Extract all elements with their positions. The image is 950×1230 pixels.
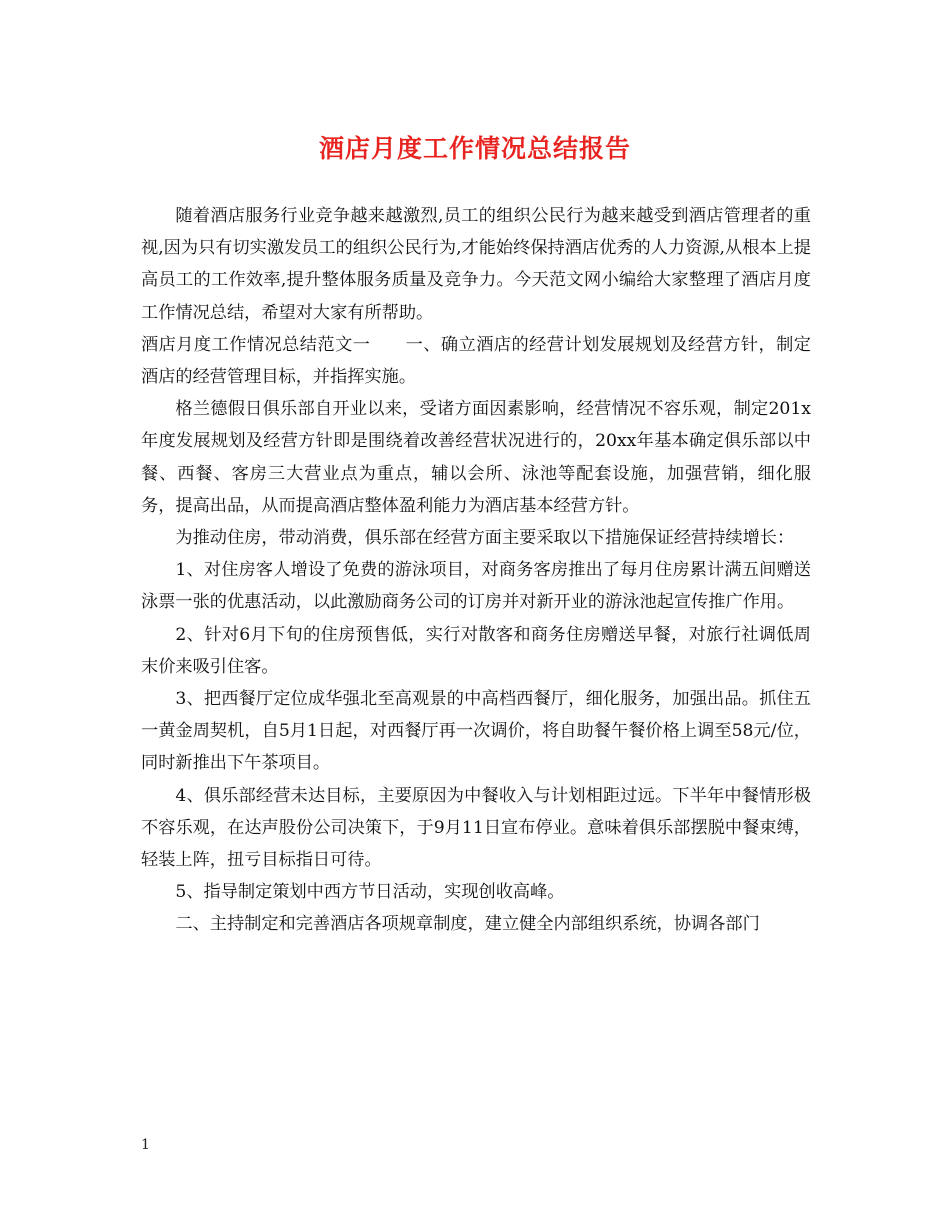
paragraph-intro: 随着酒店服务行业竞争越来越激烈,员工的组织公民行为越来越受到酒店管理者的重视,因为只有切实激发员工的组织公民行为,才能始终保持酒店优秀的人力资源,从根本上提高员工的工作效率,提升整体服务质量及竞争力。今天范文网小编给大家整理了酒店月度工作情况总结，希望对大家有所帮助。 <box>141 206 811 323</box>
paragraph-measure-4: 4、俱乐部经营未达目标，主要原因为中餐收入与计划相距过远。下半年中餐情形极不容乐观，在达声股份公司决策下，于9月11日宣布停业。意味着俱乐部摆脱中餐束缚，轻装上阵，扭亏目标指日可待。 <box>141 785 811 871</box>
paragraph-section-two: 二、主持制定和完善酒店各项规章制度，建立健全内部组织系统，协调各部门 <box>175 914 760 935</box>
document-body <box>141 200 811 941</box>
paragraph-section-one: 酒店月度工作情况总结范文一 一、确立酒店的经营计划发展规划及经营方针，制定酒店的经营管理目标，并指挥实施。 <box>141 334 811 388</box>
paragraph-measure-1: 1、对住房客人增设了免费的游泳项目，对商务客房推出了每月住房累计满五间赠送泳票一张的优惠活动，以此激励商务公司的订房并对新开业的游泳池起宣传推广作用。 <box>141 560 811 613</box>
paragraph-measure-5: 5、指导制定策划中西方节日活动，实现创收高峰。 <box>175 882 565 903</box>
paragraph-measure-2: 2、针对6月下旬的住房预售低，实行对散客和商务住房赠送早餐，对旅行社调低周末价来吸引住客。 <box>141 624 811 677</box>
paragraph-measure-3: 3、把西餐厅定位成华强北至高观景的中高档西餐厅，细化服务，加强出品。抓住五一黄金周契机，自5月1日起，对西餐厅再一次调价，将自助餐午餐价格上调至58元/位，同时新推出下午茶项目。 <box>141 689 811 774</box>
page-number: 1 <box>141 1137 150 1153</box>
document-title: 酒店月度工作情况总结报告 <box>318 134 631 163</box>
paragraph-measures-intro: 为推动住房，带动消费，俱乐部在经营方面主要采取以下措施保证经营持续增长： <box>175 528 795 549</box>
paragraph-plan: 格兰德假日俱乐部自开业以来，受诸方面因素影响，经营情况不容乐观，制定201x年度发展规划及经营方针即是围绕着改善经营状况进行的，20xx年基本确定俱乐部以中餐、西餐、客房三大营业点为重点，辅以会所、泳池等配套设施，加强营销，细化服务，提高出品，从而提高酒店整体盈利能力为酒店基本经营方针。 <box>141 399 811 516</box>
